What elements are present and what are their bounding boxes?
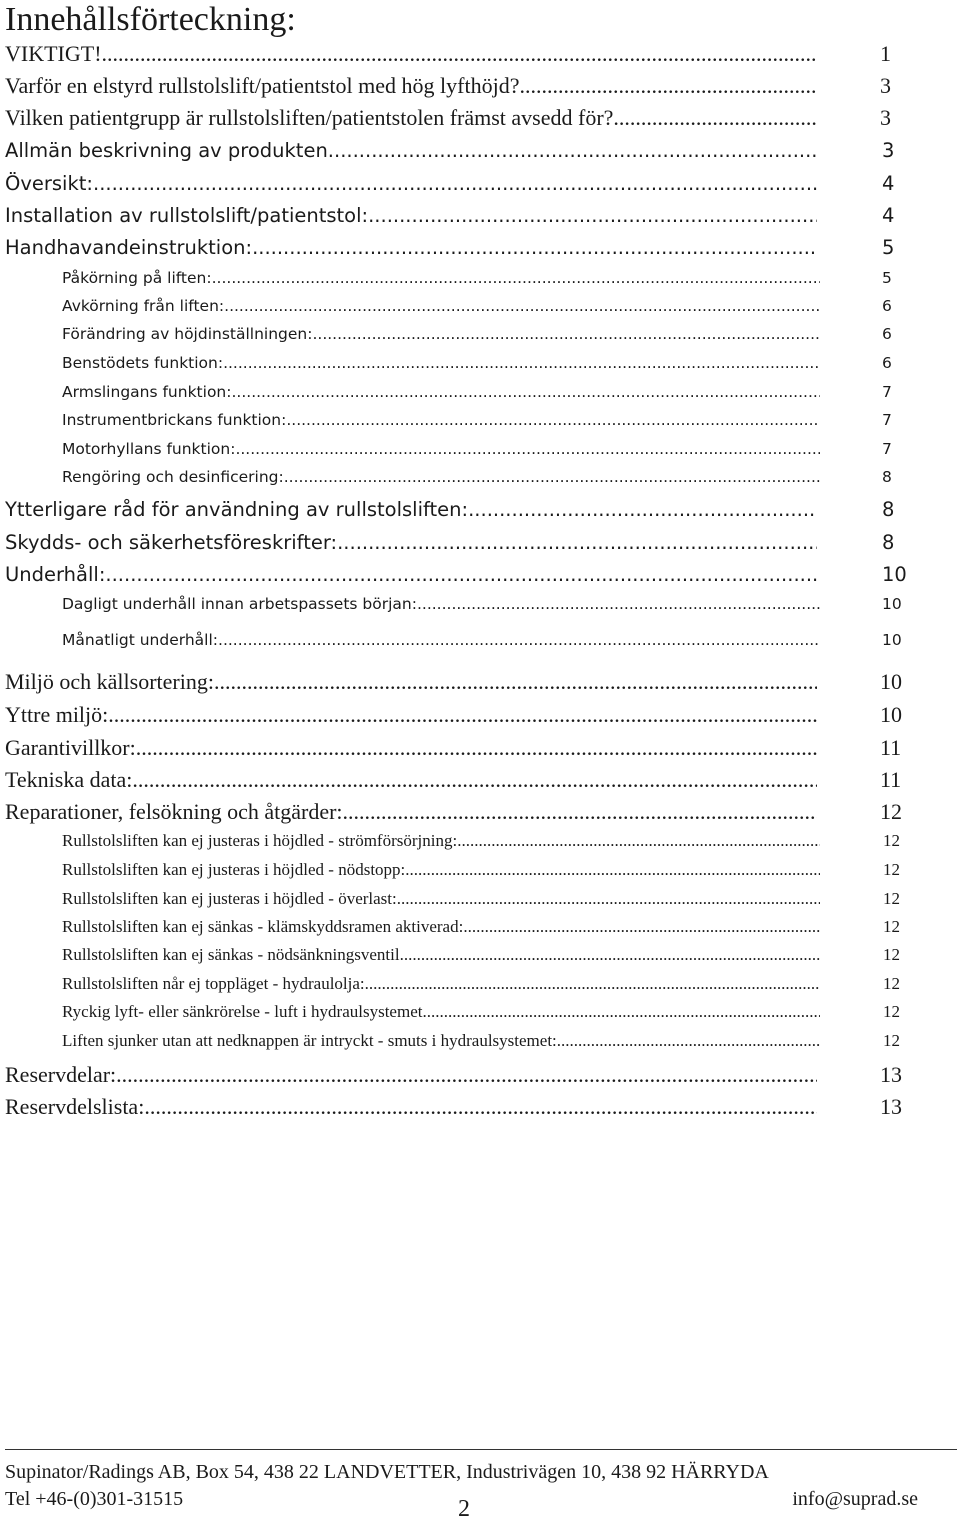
toc-entry-label: Rullstolsliften kan ej justeras i höjdled - strömförsörjning: ..... xyxy=(62,829,820,853)
toc-entry-label: Underhåll: ..... xyxy=(5,561,817,589)
toc-entry-label: Installation av rullstolslift/patientstol: ..... xyxy=(5,202,817,230)
toc-entry-label: Ytterligare råd för användning av rullstolsliften: ..... xyxy=(5,496,817,524)
toc-entry-page: 10 xyxy=(882,595,902,613)
toc-entry-page: 1 xyxy=(880,41,891,66)
toc-entry-label: Rullstolsliften kan ej sänkas - nödsänkningsventil ..... xyxy=(62,943,820,967)
toc-entry-page: 10 xyxy=(880,669,902,694)
toc-entry-page: 3 xyxy=(882,139,895,162)
toc-entry-label: Rullstolsliften når ej toppläget - hydraulolja: ..... xyxy=(62,972,820,996)
footer-telephone: Tel +46-(0)301-31515 xyxy=(5,1488,184,1510)
toc-entry-page: 12 xyxy=(883,860,900,879)
toc-entry-page: 8 xyxy=(882,498,895,521)
toc-entry-page: 3 xyxy=(880,105,891,130)
toc-entry-page: 5 xyxy=(882,269,892,287)
toc-entry-page: 12 xyxy=(883,974,900,993)
footer-divider xyxy=(5,1449,957,1450)
toc-entry-label: Miljö och källsortering: ..... xyxy=(5,668,817,696)
toc-entry-label: Avkörning från liften: ..... xyxy=(62,294,820,318)
toc-entry-page: 10 xyxy=(880,702,902,727)
toc-entry-page: 10 xyxy=(882,631,902,649)
page-title: Innehållsförteckning: xyxy=(5,1,296,38)
toc-entry-label: Varför en elstyrd rullstolslift/patientstol med hög lyfthöjd? ..... xyxy=(5,72,817,100)
toc-entry-page: 7 xyxy=(882,440,892,458)
toc-entry-label: Liften sjunker utan att nedknappen är intryckt - smuts i hydraulsystemet: ..... xyxy=(62,1029,820,1053)
toc-entry-page: 12 xyxy=(883,831,900,850)
footer-email: info@suprad.se xyxy=(792,1488,918,1510)
toc-entry-label: Översikt: ..... xyxy=(5,170,817,198)
toc-entry-label: Rullstolsliften kan ej sänkas - klämskyddsramen aktiverad: ..... xyxy=(62,915,820,939)
toc-entry-page: 6 xyxy=(882,354,892,372)
toc-entry-label: Handhavandeinstruktion: ..... xyxy=(5,234,817,262)
toc-entry-label: Instrumentbrickans funktion: ..... xyxy=(62,408,820,432)
toc-entry-label: Reservdelar: ..... xyxy=(5,1061,817,1089)
toc-entry-label: Rengöring och desinficering: ..... xyxy=(62,465,820,489)
toc-entry-page: 6 xyxy=(882,325,892,343)
toc-entry-page: 8 xyxy=(882,468,892,486)
toc-entry-label: Garantivillkor: ..... xyxy=(5,734,817,762)
toc-entry-page: 13 xyxy=(880,1094,902,1119)
toc-entry-page: 5 xyxy=(882,236,895,259)
toc-entry-label: Förändring av höjdinställningen: ..... xyxy=(62,322,820,346)
toc-entry-label: Skydds- och säkerhetsföreskrifter: ..... xyxy=(5,529,817,557)
page-number: 2 xyxy=(458,1496,470,1522)
toc-entry-label: Allmän beskrivning av produkten. ..... xyxy=(5,137,817,165)
toc-entry-label: Rullstolsliften kan ej justeras i höjdled - överlast: ..... xyxy=(62,887,820,911)
toc-entry-page: 12 xyxy=(883,945,900,964)
toc-entry-label: Tekniska data: ..... xyxy=(5,766,817,794)
toc-entry-label: Vilken patientgrupp är rullstolsliften/patientstolen främst avsedd för? ..... xyxy=(5,104,817,132)
toc-entry-page: 12 xyxy=(883,889,900,908)
toc-entry-page: 12 xyxy=(880,799,902,824)
footer-address: Supinator/Radings AB, Box 54, 438 22 LANDVETTER, Industrivägen 10, 438 92 HÄRRYDA xyxy=(5,1461,769,1483)
toc-entry-label: Dagligt underhåll innan arbetspassets början: ..... xyxy=(62,592,820,616)
toc-entry-label: Benstödets funktion: ..... xyxy=(62,351,820,375)
toc-entry-page: 4 xyxy=(882,172,895,195)
toc-entry-page: 10 xyxy=(882,563,907,586)
toc-entry-label: VIKTIGT! ..... xyxy=(5,40,817,68)
toc-entry-label: Ryckig lyft- eller sänkrörelse - luft i hydraulsystemet ..... xyxy=(62,1000,820,1024)
toc-entry-page: 11 xyxy=(880,735,902,760)
toc-entry-label: Månatligt underhåll: ..... xyxy=(62,628,820,652)
toc-entry-label: Påkörning på liften: ..... xyxy=(62,266,820,290)
toc-entry-page: 3 xyxy=(880,73,891,98)
toc-entry-page: 4 xyxy=(882,204,895,227)
toc-entry-page: 11 xyxy=(880,767,902,792)
toc-entry-label: Armslingans funktion: ..... xyxy=(62,380,820,404)
toc-entry-label: Reparationer, felsökning och åtgärder: ..... xyxy=(5,798,817,826)
toc-entry-page: 8 xyxy=(882,531,895,554)
toc-entry-page: 13 xyxy=(880,1062,902,1087)
toc-entry-page: 12 xyxy=(883,1031,900,1050)
toc-entry-page: 6 xyxy=(882,297,892,315)
toc-entry-page: 7 xyxy=(882,383,892,401)
toc-entry-label: Reservdelslista: ..... xyxy=(5,1093,817,1121)
toc-entry-label: Rullstolsliften kan ej justeras i höjdled - nödstopp: ..... xyxy=(62,858,820,882)
toc-entry-page: 12 xyxy=(883,1002,900,1021)
toc-entry-page: 7 xyxy=(882,411,892,429)
toc-entry-label: Yttre miljö: ..... xyxy=(5,701,817,729)
toc-entry-label: Motorhyllans funktion: ..... xyxy=(62,437,820,461)
toc-entry-page: 12 xyxy=(883,917,900,936)
